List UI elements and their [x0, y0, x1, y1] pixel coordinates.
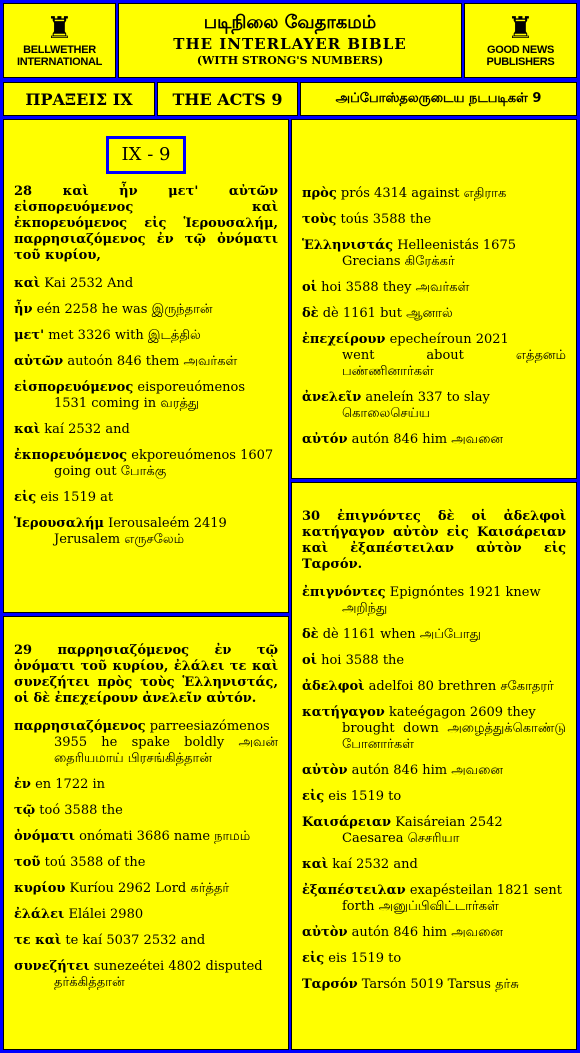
book-english: THE ACTS 9: [157, 82, 298, 116]
page-title: THE INTERLAYER BIBLE: [173, 35, 407, 53]
word-gloss: en 1722 in: [35, 777, 106, 792]
greek-word: τῷ: [14, 803, 36, 818]
word-gloss: eis 1519 to: [328, 951, 402, 966]
word-entry: [14, 448, 278, 480]
word-gloss: toó 3588 the: [39, 803, 123, 818]
word-gloss: eis 1519 to: [328, 789, 402, 804]
word-gloss: sunezeétei 4802 disputed: [93, 959, 263, 974]
word-entry: [14, 829, 278, 845]
word-gloss: adelfoi 80 brethren சகோதரர்: [368, 679, 554, 694]
greek-word: ἐπεχείρουν: [302, 332, 386, 347]
greek-word: Ἑλληνιστάς: [302, 238, 394, 253]
word-gloss: autoón 846 them அவர்கள்: [67, 354, 238, 369]
word-entry: [302, 432, 566, 448]
word-entry: [14, 855, 278, 871]
word-gloss: epecheíroun 2021: [389, 332, 509, 347]
logo-left-text: BELLWETHER INTERNATIONAL: [16, 43, 103, 68]
greek-word: ἐπιγνόντες: [302, 585, 386, 600]
word-entry: [302, 280, 566, 296]
word-entry: [14, 302, 278, 318]
word-entry: [302, 679, 566, 695]
greek-word: ἦν: [14, 302, 33, 317]
word-gloss: toú 3588 of the: [44, 855, 146, 870]
greek-word: αὐτὸν: [302, 925, 348, 940]
word-entry: [14, 959, 278, 991]
word-gloss: ekporeuómenos 1607: [131, 448, 274, 463]
word-gloss: eisporeuómenos: [137, 380, 246, 395]
page-subtitle: (WITH STRONG'S NUMBERS): [196, 54, 384, 67]
word-gloss: Elálei 2980: [68, 907, 144, 922]
word-entry: [302, 951, 566, 967]
word-gloss-continued: கொலைசெய்ய: [342, 406, 430, 421]
word-entry: [302, 212, 566, 228]
word-gloss: prós 4314 against எதிராக: [340, 186, 507, 201]
word-gloss: Kuríou 2962 Lord கர்த்தர்: [69, 881, 230, 896]
verse-28-text: 28 καὶ ἦν μετ' αὐτῶν εἰσπορευόμενος καὶ ἐκπορευόμενος εἰς Ἱερουσαλήμ, παρρησιαζόμενος ἐν τῷ ὀνόματι τοῦ κυρίου,: [14, 184, 278, 263]
greek-word: παρρησιαζόμενος: [14, 719, 146, 734]
word-gloss: parreesiazómenos: [149, 719, 270, 734]
greek-word: καὶ: [14, 276, 41, 291]
word-entry: [302, 653, 566, 669]
word-gloss-continued: forth அனுப்பிவிட்டார்கள்: [342, 899, 499, 914]
greek-word: ἐν: [14, 777, 31, 792]
chapter-label: IX - 9: [106, 136, 186, 174]
greek-word: οἱ: [302, 280, 317, 295]
greek-word: δὲ: [302, 306, 319, 321]
greek-word: ἀνελεῖν: [302, 390, 362, 405]
title-tamil: படிநிலை வேதாகமம்: [203, 12, 377, 33]
word-entry: [14, 276, 278, 292]
greek-word: αὐτὸν: [302, 763, 348, 778]
greek-word: ἐξαπέστειλαν: [302, 883, 406, 898]
word-gloss: eis 1519 at: [40, 490, 114, 505]
title-block: [118, 3, 462, 78]
word-entry: [14, 933, 278, 949]
word-gloss: Helleenistás 1675: [397, 238, 516, 253]
word-entry: [302, 763, 566, 779]
word-gloss: kaí 2532 and: [44, 422, 130, 437]
greek-word: εἰς: [14, 490, 37, 505]
word-gloss-continued: அறிந்து: [342, 601, 388, 616]
word-entry: [14, 328, 278, 344]
word-entry: [302, 186, 566, 202]
good-news-logo-icon: ♜: [507, 10, 534, 46]
greek-word: καὶ: [14, 422, 41, 437]
word-gloss: eén 2258 he was இருந்தான்: [36, 302, 213, 317]
word-gloss-continued: went about எத்தனம் பண்ணினார்கள்: [342, 348, 566, 379]
word-gloss-continued: 1531 coming in வரத்து: [54, 396, 200, 411]
greek-word: δὲ: [302, 627, 319, 642]
word-gloss: Ierousaleém 2419: [108, 516, 227, 531]
word-entry: [14, 777, 278, 793]
word-gloss: autón 846 him அவனை: [351, 925, 504, 940]
word-entry: [302, 857, 566, 873]
verse-28b-entries: [302, 186, 566, 448]
word-entry: [14, 881, 278, 897]
greek-word: εἰς: [302, 789, 325, 804]
word-entry: [302, 238, 566, 270]
word-entry: [302, 332, 566, 380]
word-entry: [302, 585, 566, 617]
panel-verse-29: [3, 616, 289, 1050]
word-gloss: aneleín 337 to slay: [365, 390, 490, 405]
word-gloss: Kaisáreian 2542: [395, 815, 503, 830]
book-tamil: அப்போஸ்தலருடைய நடபடிகள் 9: [300, 82, 577, 116]
word-gloss: autón 846 him அவனை: [351, 432, 504, 447]
word-gloss: onómati 3686 name நாமம்: [79, 829, 251, 844]
word-gloss: dè 1161 when அப்போது: [322, 627, 481, 642]
word-entry: [302, 627, 566, 643]
greek-word: μετ': [14, 328, 45, 343]
word-gloss-continued: 3955 he spake boldly அவன் தைரியமாய் பிரசங்கித்தான்: [54, 735, 278, 766]
word-gloss: Epignóntes 1921 knew: [389, 585, 541, 600]
greek-word: ἐλάλει: [14, 907, 65, 922]
word-entry: [302, 705, 566, 753]
verse-29-text: 29 παρρησιαζόμενος ἐν τῷ ὀνόματι τοῦ κυρίου, ἐλάλει τε καὶ συνεζήτει πρὸς τοὺς Ἑλληνιστάς, οἱ δὲ ἐπεχείρουν ἀνελεῖν αὐτόν.: [14, 643, 278, 706]
greek-word: τοῦ: [14, 855, 41, 870]
word-gloss: met 3326 with இடத்தில்: [48, 328, 201, 343]
verse-29-entries: [14, 719, 278, 991]
greek-word: κυρίου: [14, 881, 66, 896]
greek-word: τε καὶ: [14, 933, 62, 948]
greek-word: αὐτῶν: [14, 354, 64, 369]
greek-word: ὀνόματι: [14, 829, 75, 844]
word-entry: [14, 354, 278, 370]
greek-word: Ἱερουσαλήμ: [14, 516, 104, 531]
book-greek: ΠΡΑΞΕΙΣ ΙΧ: [3, 82, 155, 116]
word-gloss-continued: Caesarea செசரியா: [342, 831, 460, 846]
word-gloss: Kai 2532 And: [44, 276, 134, 291]
spacer: [302, 128, 566, 186]
word-gloss-continued: தர்க்கித்தான்: [54, 975, 125, 990]
word-gloss: hoi 3588 they அவர்கள்: [321, 280, 470, 295]
word-gloss: kaí 2532 and: [332, 857, 418, 872]
greek-word: οἱ: [302, 653, 317, 668]
greek-word: Καισάρειαν: [302, 815, 392, 830]
word-entry: [14, 907, 278, 923]
word-entry: [14, 516, 278, 548]
logo-right: [464, 3, 577, 78]
word-gloss-continued: Jerusalem எருசலேம்: [54, 532, 185, 547]
greek-word: ἀδελφοὶ: [302, 679, 365, 694]
word-entry: [14, 380, 278, 412]
word-gloss: te kaí 5037 2532 and: [65, 933, 206, 948]
word-entry: [14, 719, 278, 767]
word-gloss: dè 1161 but ஆனால்: [322, 306, 453, 321]
greek-word: πρὸς: [302, 186, 337, 201]
word-gloss-continued: Grecians கிரேக்கர்: [342, 254, 455, 269]
word-entry: [14, 490, 278, 506]
word-entry: [302, 390, 566, 422]
greek-word: αὐτόν: [302, 432, 348, 447]
logo-right-text: GOOD NEWS PUBLISHERS: [486, 43, 555, 68]
word-entry: [302, 977, 566, 993]
word-entry: [302, 815, 566, 847]
panel-verse-30: [291, 482, 577, 1050]
bellwether-logo-icon: ♜: [46, 10, 73, 46]
panel-verse-28-cont: [291, 119, 577, 479]
word-gloss: Tarsón 5019 Tarsus தர்சு: [361, 977, 519, 992]
panel-verse-28: [3, 119, 289, 613]
verse-30-entries: [302, 585, 566, 993]
greek-word: τοὺς: [302, 212, 337, 227]
verse-30-text: 30 ἐπιγνόντες δὲ οἱ ἀδελφοὶ κατήγαγον αὐτὸν εἰς Καισάρειαν καὶ ἐξαπέστειλαν αὐτὸν εἰς Ταρσόν.: [302, 509, 566, 572]
word-gloss: hoi 3588 the: [321, 653, 405, 668]
word-gloss: autón 846 him அவனை: [351, 763, 504, 778]
word-gloss: exapésteilan 1821 sent: [409, 883, 562, 898]
word-entry: [14, 422, 278, 438]
greek-word: Ταρσόν: [302, 977, 358, 992]
word-gloss-continued: brought down அழைத்துக்கொண்டு போனார்கள்: [342, 721, 566, 752]
greek-word: ἐκπορευόμενος: [14, 448, 128, 463]
greek-word: εἰς: [302, 951, 325, 966]
word-entry: [302, 883, 566, 915]
word-entry: [302, 306, 566, 322]
word-gloss-continued: going out போக்கு: [54, 464, 167, 479]
word-entry: [14, 803, 278, 819]
logo-left: [3, 3, 116, 78]
word-entry: [302, 789, 566, 805]
word-entry: [302, 925, 566, 941]
greek-word: συνεζήτει: [14, 959, 90, 974]
word-gloss: toús 3588 the: [340, 212, 432, 227]
greek-word: καὶ: [302, 857, 329, 872]
greek-word: κατήγαγον: [302, 705, 385, 720]
word-gloss: kateégagon 2609 they: [388, 705, 536, 720]
verse-28-entries: [14, 276, 278, 548]
greek-word: εἰσπορευόμενος: [14, 380, 134, 395]
